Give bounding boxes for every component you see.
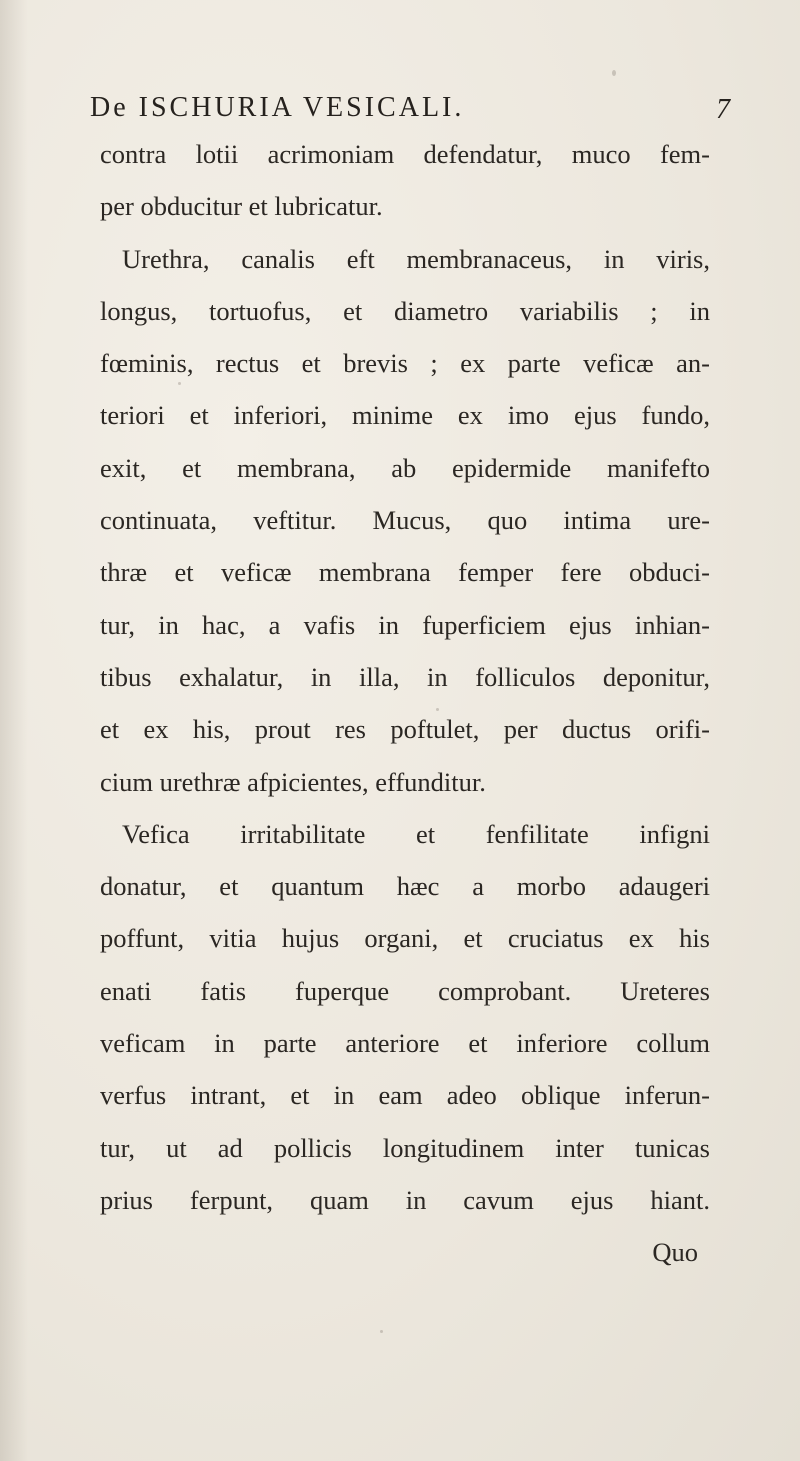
paper-speck xyxy=(612,70,616,76)
page-header xyxy=(90,92,730,132)
text-line: Vefica irritabilitate et fenfilitate infigni xyxy=(122,818,710,849)
text-line: exit, et membrana, ab epidermide manifefto xyxy=(100,452,710,483)
text-line: prius ferpunt, quam in cavum ejus hiant. xyxy=(100,1184,710,1215)
page-number: 7 xyxy=(716,94,730,125)
text-line: thræ et veficæ membrana femper fere obduci- xyxy=(100,557,710,588)
body-text xyxy=(100,128,710,1279)
catchword: Quo xyxy=(652,1237,698,1268)
text-line: teriori et inferiori, minime ex imo ejus fundo, xyxy=(100,400,710,431)
text-line: Urethra, canalis eft membranaceus, in viris, xyxy=(122,243,710,274)
text-line: donatur, et quantum hæc a morbo adaugeri xyxy=(100,871,710,902)
text-line: tur, ut ad pollicis longitudinem inter tunicas xyxy=(100,1132,710,1163)
text-line: verfus intrant, et in eam adeo oblique inferun- xyxy=(100,1080,710,1111)
text-line: continuata, veftitur. Mucus, quo intima ure- xyxy=(100,505,710,536)
text-line: contra lotii acrimoniam defendatur, muco fem- xyxy=(100,139,710,169)
text-line: cium urethræ afpicientes, effunditur. xyxy=(100,766,486,797)
text-line: longus, tortuofus, et diametro variabilis ; in xyxy=(100,295,710,326)
text-line: tur, in hac, a vafis in fuperficiem ejus inhian- xyxy=(100,609,710,640)
page-edge-shadow xyxy=(0,0,28,1461)
text-line: fœminis, rectus et brevis ; ex parte veficæ an- xyxy=(100,348,710,379)
text-line: tibus exhalatur, in illa, in folliculos deponitur, xyxy=(100,661,710,692)
text-line: per obducitur et lubricatur. xyxy=(100,191,383,222)
text-line: poffunt, vitia hujus organi, et cruciatus ex his xyxy=(100,923,710,954)
paper-speck xyxy=(380,1330,383,1333)
text-line: enati fatis fuperque comprobant. Ureteres xyxy=(100,975,710,1006)
text-line: et ex his, prout res poftulet, per ductus orifi- xyxy=(100,714,710,745)
text-line: veficam in parte anteriore et inferiore collum xyxy=(100,1028,710,1059)
running-title: De ISCHURIA VESICALI. xyxy=(90,92,465,123)
